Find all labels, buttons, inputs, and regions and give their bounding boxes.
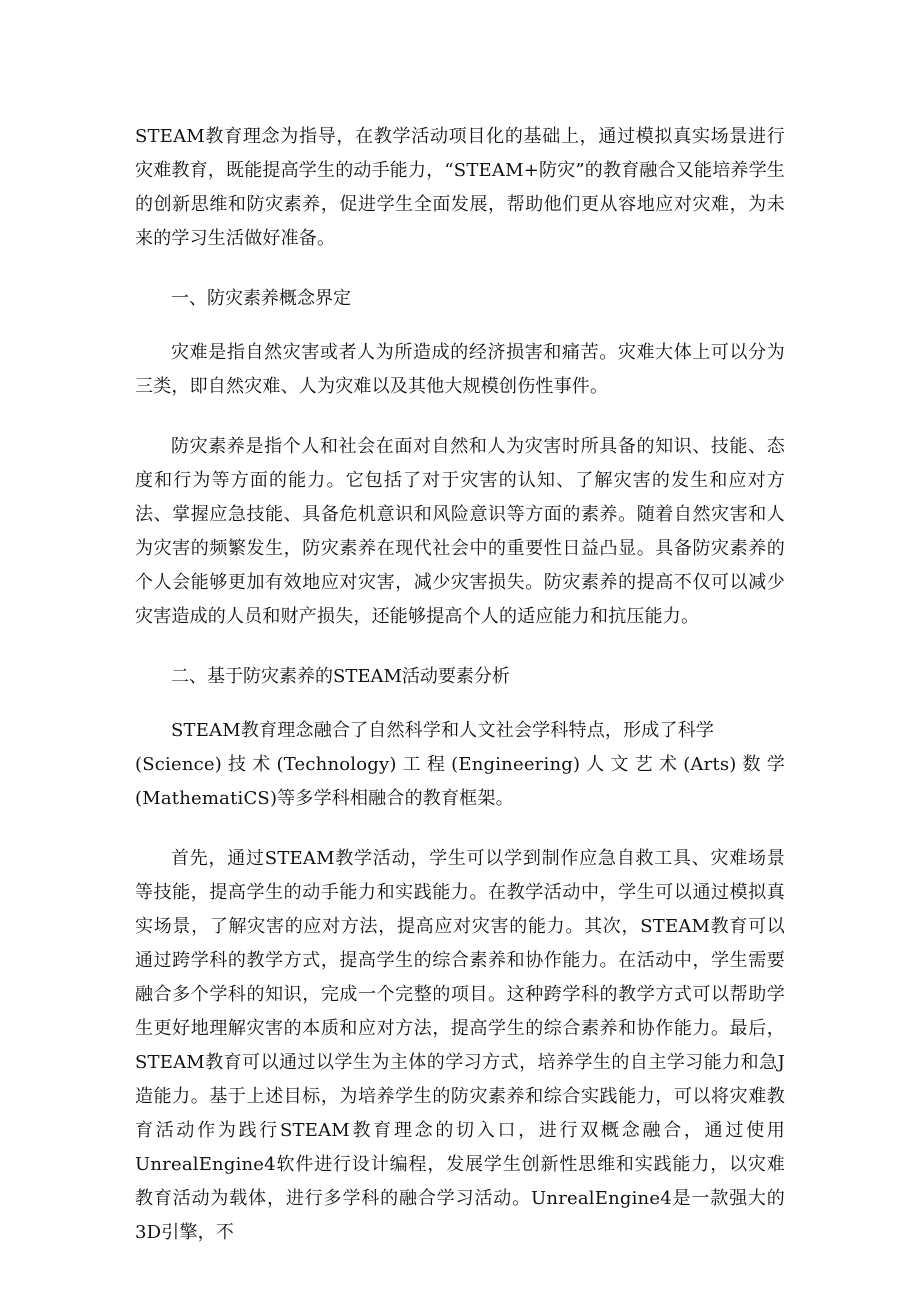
intro-paragraph: STEAM教育理念为指导，在教学活动项目化的基础上，通过模拟真实场景进行灾难教育，既能提高学生的动手能力，“STEAM+防灾”的教育融合又能培养学生的创新思维和防灾素养，促进学生全面发展，帮助他们更从容地应对灾难，为未来的学习生活做好准备。 — [135, 126, 785, 249]
disaster-definition-paragraph: 灾难是指自然灾害或者人为所造成的经济损害和痛苦。灾难大体上可以分为三类，即自然灾难、人为灾难以及其他大规模创伤性事件。 — [135, 342, 785, 397]
steam-definition-line: STEAM教育理念融合了自然科学和人文社会学科特点，形成了科学 — [171, 720, 715, 741]
first-paragraph: 首先，通过STEAM教学活动，学生可以学到制作应急自救工具、灾难场景等技能，提高学生的动手能力和实践能力。在教学活动中，学生可以通过模拟真实场景，了解灾害的应对方法，提高应对灾害的能力。其次，STEAM教育可以通过跨学科的教学方式，提高学生的综合素养和协作能力。在活动中，学生需要融合多个学科的知识，完成一个完整的项目。这种跨学科的教学方式可以帮助学生更好地理解灾害的本质和应对方法，提高学生的综合素养和协作能力。最后，STEAM教育可以通过以学生为主体的学习方式，培养学生的自主学习能力和急J造能力。基于上述目标，为培养学生的防灾素养和综合实践能力，可以将灾难教育活动作为践行STEAM教育理念的切入口，进行双概念融合，通过使用UnrealEngine4软件进行设计编程，发展学生创新性思维和实践能力，以灾难教育活动为载体，进行多学科的融合学习活动。UnrealEngine4是一款强大的3D引擎，不 — [135, 848, 785, 1243]
section-heading-2: 二、基于防灾素养的STEAM活动要素分析 — [171, 666, 510, 687]
literacy-definition-paragraph: 防灾素养是指个人和社会在面对自然和人为灾害时所具备的知识、技能、态度和行为等方面的能力。它包括了对于灾害的认知、了解灾害的发生和应对方法、掌握应急技能、具备危机意识和风险意识等方面的素养。随着自然灾害和人为灾害的频繁发生，防灾素养在现代社会中的重要性日益凸显。具备防灾素养的个人会能够更加有效地应对灾害，减少灾害损失。防灾素养的提高不仅可以减少灾害造成的人员和财产损失，还能够提高个人的适应能力和抗压能力。 — [135, 436, 785, 627]
section-heading-1: 一、防灾素养概念界定 — [171, 288, 351, 309]
document-body — [135, 120, 785, 1250]
steam-definition-continuation: (Science)技术(Technology)工程(Engineering)人文艺术(Arts)数学(MathematiCS)等多学科相融合的教育框架。 — [135, 754, 785, 809]
